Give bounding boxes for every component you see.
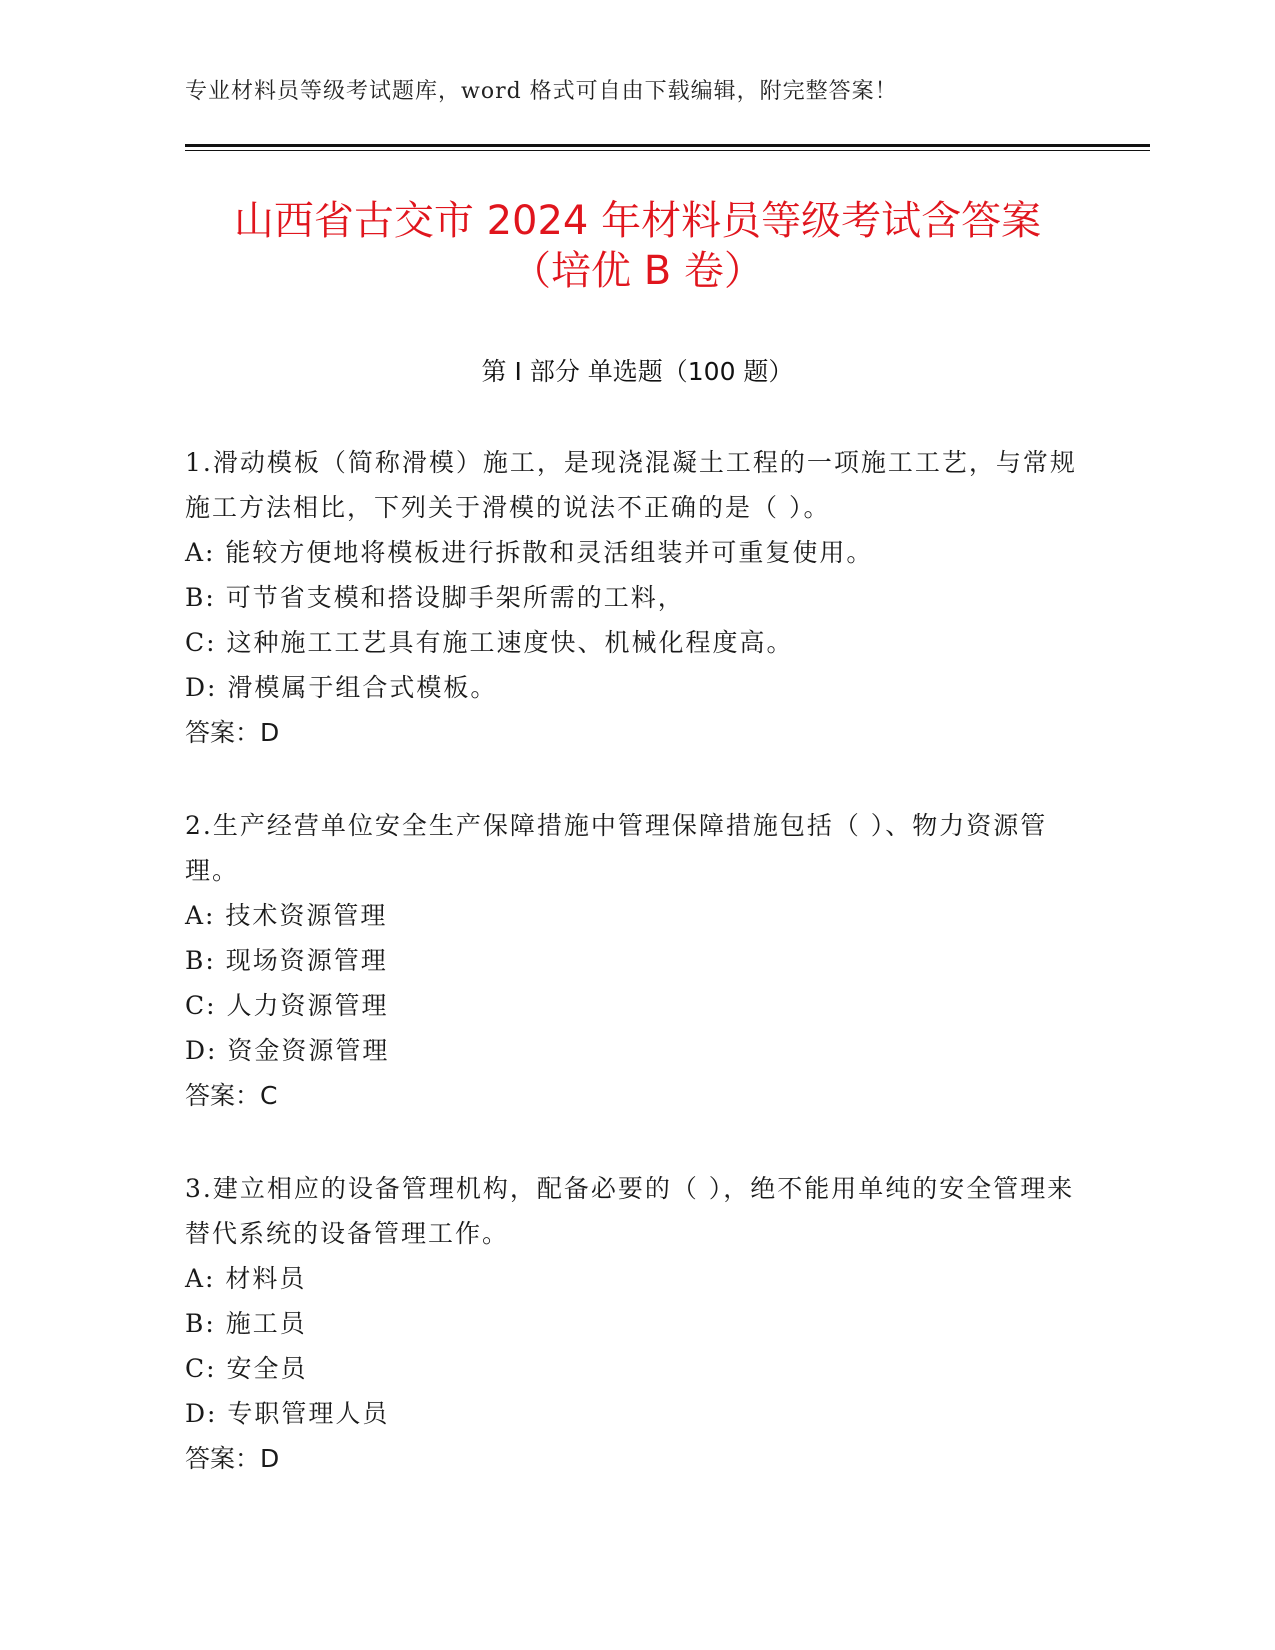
- question-stem: 1.滑动模板（简称滑模）施工，是现浇混凝土工程的一项施工工艺，与常规施工方法相比，下列关于滑模的说法不正确的是（ ）。: [185, 448, 1077, 522]
- option-b: B: 现场资源管理: [185, 946, 388, 975]
- title-line-2: （培优 B 卷）: [511, 248, 764, 294]
- option-c: C: 安全员: [185, 1354, 308, 1383]
- header-rule-thin: [185, 150, 1150, 151]
- option-d: D: 专职管理人员: [185, 1399, 390, 1428]
- answer: 答案：C: [185, 1081, 278, 1110]
- question-stem: 3.建立相应的设备管理机构，配备必要的（ ），绝不能用单纯的安全管理来替代系统的设备管理工作。: [185, 1174, 1075, 1248]
- option-b: B: 施工员: [185, 1309, 307, 1338]
- answer: 答案：D: [185, 1444, 280, 1473]
- header-rule-thick: [185, 144, 1150, 147]
- document-title: [150, 196, 1125, 296]
- option-d: D: 资金资源管理: [185, 1036, 390, 1065]
- question-3: [185, 1166, 1085, 1481]
- option-d: D: 滑模属于组合式模板。: [185, 673, 498, 702]
- header-note: 专业材料员等级考试题库，word 格式可自由下载编辑，附完整答案！: [185, 79, 898, 104]
- title-line-1: 山西省古交市 2024 年材料员等级考试含答案: [233, 198, 1042, 244]
- question-2: [185, 803, 1085, 1118]
- option-c: C: 人力资源管理: [185, 991, 389, 1020]
- option-a: A: 材料员: [185, 1264, 307, 1293]
- answer: 答案：D: [185, 718, 280, 747]
- option-b: B: 可节省支模和搭设脚手架所需的工料，: [185, 583, 685, 612]
- option-a: A: 能较方便地将模板进行拆散和灵活组装并可重复使用。: [185, 538, 874, 567]
- option-a: A: 技术资源管理: [185, 901, 388, 930]
- option-c: C: 这种施工工艺具有施工速度快、机械化程度高。: [185, 628, 794, 657]
- question-1: [185, 440, 1085, 755]
- section-title: 第 I 部分 单选题（100 题）: [481, 357, 794, 386]
- question-stem: 2.生产经营单位安全生产保障措施中管理保障措施包括（ ）、物力资源管理。: [185, 811, 1048, 885]
